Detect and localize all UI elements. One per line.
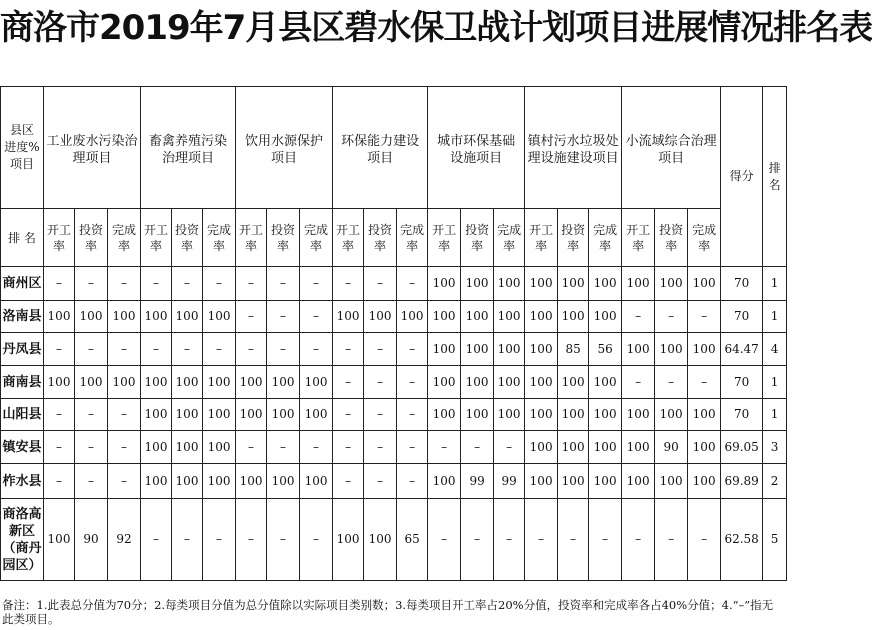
rate-value: 100 <box>461 399 494 431</box>
rate-value: 100 <box>203 431 236 464</box>
rate-value: 100 <box>172 431 203 464</box>
region-name: 丹凤县 <box>1 333 44 366</box>
rate-value: – <box>108 464 141 499</box>
rate-value: – <box>364 399 397 431</box>
rate-value: 100 <box>494 333 525 366</box>
rate-value: – <box>428 499 461 581</box>
rate-value: – <box>461 431 494 464</box>
rate-value: – <box>203 333 236 366</box>
rate-value: – <box>655 301 688 333</box>
rate-value: – <box>300 301 333 333</box>
rate-value: 100 <box>428 464 461 499</box>
rate-value: 100 <box>333 301 364 333</box>
rate-value: – <box>300 431 333 464</box>
rate-value: 100 <box>75 301 108 333</box>
rate-value: – <box>397 431 428 464</box>
footnote: 备注：1.此表总分值为70分；2.每类项目分值为总分值除以实际项目类别数；3.每类项目开工率占20%分值，投资率和完成率各占40%分值；4.“–”指无此类项目。 <box>2 598 774 626</box>
rate-value: – <box>75 399 108 431</box>
rank-value: 1 <box>763 267 787 301</box>
rate-value: – <box>655 499 688 581</box>
rate-subheader: 开工 率 <box>622 209 655 267</box>
rate-value: – <box>428 431 461 464</box>
rate-value: – <box>622 366 655 399</box>
score-value: 69.05 <box>721 431 763 464</box>
rate-value: 100 <box>589 301 622 333</box>
category-header: 镇村污水垃圾处 理设施建设项目 <box>525 87 622 209</box>
rate-value: – <box>236 333 267 366</box>
rate-value: 100 <box>622 333 655 366</box>
rate-value: 85 <box>558 333 589 366</box>
rate-value: 92 <box>108 499 141 581</box>
rate-value: 100 <box>397 301 428 333</box>
rate-subheader: 投资 率 <box>172 209 203 267</box>
rate-value: 100 <box>44 301 75 333</box>
rate-value: – <box>44 464 75 499</box>
rate-value: 100 <box>141 301 172 333</box>
rate-value: 100 <box>300 399 333 431</box>
rate-value: – <box>397 399 428 431</box>
rate-value: 100 <box>203 464 236 499</box>
score-value: 64.47 <box>721 333 763 366</box>
rank-value: 1 <box>763 301 787 333</box>
rate-value: – <box>108 333 141 366</box>
table-row <box>1 499 787 581</box>
rate-value: – <box>267 333 300 366</box>
rate-value: 100 <box>688 464 721 499</box>
rate-value: – <box>688 366 721 399</box>
rate-value: 100 <box>461 267 494 301</box>
rate-value: – <box>589 499 622 581</box>
rate-value: 100 <box>655 399 688 431</box>
rate-subheader: 投资 率 <box>75 209 108 267</box>
rate-value: – <box>108 399 141 431</box>
region-name: 洛南县 <box>1 301 44 333</box>
score-value: 70 <box>721 399 763 431</box>
rate-value: 100 <box>525 267 558 301</box>
region-name: 商洛高 新区 （商丹 园区） <box>1 499 44 581</box>
table-row <box>1 399 787 431</box>
rate-subheader: 投资 率 <box>267 209 300 267</box>
category-header: 畜禽养殖污染 治理项目 <box>141 87 236 209</box>
rate-value: – <box>364 431 397 464</box>
rank-value: 4 <box>763 333 787 366</box>
rate-subheader: 完成 率 <box>494 209 525 267</box>
rank-header: 排 名 <box>763 87 787 267</box>
rate-value: 100 <box>622 399 655 431</box>
rate-value: – <box>300 267 333 301</box>
rate-value: – <box>203 499 236 581</box>
rate-value: 90 <box>75 499 108 581</box>
rate-value: 100 <box>300 464 333 499</box>
rate-value: 100 <box>525 366 558 399</box>
rate-value: 100 <box>172 464 203 499</box>
rate-value: 100 <box>558 267 589 301</box>
rate-value: 100 <box>236 464 267 499</box>
rate-value: – <box>364 366 397 399</box>
rate-value: 100 <box>108 366 141 399</box>
rate-value: – <box>397 464 428 499</box>
rate-value: – <box>300 333 333 366</box>
rate-value: 100 <box>428 267 461 301</box>
rate-value: – <box>75 267 108 301</box>
rate-value: 100 <box>494 399 525 431</box>
rate-value: 100 <box>428 333 461 366</box>
rate-subheader: 完成 率 <box>300 209 333 267</box>
score-header: 得分 <box>721 87 763 267</box>
corner-header-bottom: 排 名 <box>1 209 44 267</box>
rate-value: 100 <box>364 499 397 581</box>
rate-value: 90 <box>655 431 688 464</box>
rate-value: – <box>397 267 428 301</box>
rate-value: 100 <box>333 499 364 581</box>
category-header: 小流域综合治理 项目 <box>622 87 721 209</box>
rate-value: 100 <box>236 366 267 399</box>
rate-value: 100 <box>494 366 525 399</box>
rate-value: 100 <box>688 267 721 301</box>
rank-value: 1 <box>763 399 787 431</box>
rate-value: 100 <box>655 267 688 301</box>
rate-value: 100 <box>364 301 397 333</box>
region-name: 镇安县 <box>1 431 44 464</box>
rate-value: 100 <box>494 301 525 333</box>
rate-value: 100 <box>688 399 721 431</box>
region-name: 山阳县 <box>1 399 44 431</box>
rate-value: – <box>494 431 525 464</box>
rate-value: 100 <box>300 366 333 399</box>
rate-value: – <box>688 301 721 333</box>
rate-subheader: 完成 率 <box>397 209 428 267</box>
rate-value: 100 <box>525 399 558 431</box>
ranking-table <box>0 86 787 581</box>
rate-value: – <box>108 431 141 464</box>
rate-value: 100 <box>655 464 688 499</box>
rate-value: 100 <box>589 399 622 431</box>
rate-value: 100 <box>525 333 558 366</box>
rate-value: – <box>267 267 300 301</box>
rate-value: – <box>364 267 397 301</box>
rate-value: 100 <box>267 399 300 431</box>
rate-value: – <box>558 499 589 581</box>
table-row <box>1 366 787 399</box>
rate-value: – <box>333 431 364 464</box>
rate-value: 100 <box>494 267 525 301</box>
rate-value: 100 <box>589 366 622 399</box>
rate-value: – <box>172 267 203 301</box>
rate-value: – <box>333 464 364 499</box>
rate-value: – <box>44 333 75 366</box>
rate-subheader: 开工 率 <box>141 209 172 267</box>
rate-value: 100 <box>589 464 622 499</box>
rate-value: – <box>141 333 172 366</box>
rate-value: 100 <box>44 499 75 581</box>
rate-value: 99 <box>494 464 525 499</box>
rate-value: 100 <box>589 431 622 464</box>
rate-value: 99 <box>461 464 494 499</box>
rate-value: – <box>688 499 721 581</box>
rate-value: – <box>172 333 203 366</box>
rate-value: 100 <box>461 333 494 366</box>
rate-value: 100 <box>655 333 688 366</box>
rate-value: 100 <box>428 399 461 431</box>
rate-value: 100 <box>622 267 655 301</box>
rate-subheader: 投资 率 <box>461 209 494 267</box>
rank-value: 5 <box>763 499 787 581</box>
rate-subheader: 完成 率 <box>688 209 721 267</box>
rate-subheader: 完成 率 <box>589 209 622 267</box>
rate-value: – <box>44 399 75 431</box>
rate-value: – <box>333 267 364 301</box>
rate-value: – <box>108 267 141 301</box>
rate-value: 100 <box>236 399 267 431</box>
rate-subheader: 开工 率 <box>428 209 461 267</box>
rate-value: – <box>267 431 300 464</box>
rate-value: – <box>141 499 172 581</box>
rate-value: 100 <box>622 464 655 499</box>
rate-value: – <box>364 464 397 499</box>
rate-value: – <box>172 499 203 581</box>
rate-value: – <box>461 499 494 581</box>
rate-value: – <box>75 333 108 366</box>
category-header: 饮用水源保护 项目 <box>236 87 333 209</box>
rate-value: – <box>75 464 108 499</box>
rate-value: – <box>525 499 558 581</box>
table-row <box>1 464 787 499</box>
rate-value: 100 <box>558 301 589 333</box>
rate-value: – <box>236 431 267 464</box>
rate-value: 100 <box>622 431 655 464</box>
score-value: 69.89 <box>721 464 763 499</box>
rate-value: 100 <box>267 464 300 499</box>
rate-value: 65 <box>397 499 428 581</box>
table-row <box>1 431 787 464</box>
rate-value: 100 <box>141 464 172 499</box>
category-header: 工业废水污染治 理项目 <box>44 87 141 209</box>
rate-value: 100 <box>203 399 236 431</box>
score-value: 70 <box>721 267 763 301</box>
rate-value: – <box>300 499 333 581</box>
rate-value: 100 <box>558 431 589 464</box>
rate-value: 100 <box>203 301 236 333</box>
rank-value: 1 <box>763 366 787 399</box>
rate-subheader: 投资 率 <box>558 209 589 267</box>
rate-value: – <box>333 399 364 431</box>
rank-value: 2 <box>763 464 787 499</box>
rate-value: – <box>267 301 300 333</box>
rate-value: 100 <box>428 366 461 399</box>
score-value: 70 <box>721 366 763 399</box>
rate-value: 100 <box>44 366 75 399</box>
rate-value: – <box>236 499 267 581</box>
rate-value: – <box>655 366 688 399</box>
rate-subheader: 完成 率 <box>203 209 236 267</box>
category-header: 环保能力建设 项目 <box>333 87 428 209</box>
rate-value: – <box>44 431 75 464</box>
rate-value: 100 <box>172 399 203 431</box>
rate-value: 100 <box>525 301 558 333</box>
rate-subheader: 开工 率 <box>525 209 558 267</box>
rate-value: – <box>75 431 108 464</box>
region-name: 商州区 <box>1 267 44 301</box>
rate-value: – <box>267 499 300 581</box>
rate-value: – <box>141 267 172 301</box>
rate-subheader: 完成 率 <box>108 209 141 267</box>
rate-value: 100 <box>688 431 721 464</box>
rate-value: 100 <box>461 301 494 333</box>
rate-subheader: 开工 率 <box>236 209 267 267</box>
rate-value: – <box>333 333 364 366</box>
rate-value: – <box>494 499 525 581</box>
rate-value: 100 <box>428 301 461 333</box>
rate-value: 100 <box>203 366 236 399</box>
rate-value: 100 <box>267 366 300 399</box>
rate-value: 100 <box>558 464 589 499</box>
rate-value: 100 <box>558 399 589 431</box>
page-title: 商洛市2019年7月县区碧水保卫战计划项目进展情况排名表 <box>0 8 872 48</box>
rate-value: 100 <box>525 464 558 499</box>
rate-value: 56 <box>589 333 622 366</box>
score-value: 62.58 <box>721 499 763 581</box>
rate-value: 100 <box>172 301 203 333</box>
rate-value: – <box>44 267 75 301</box>
corner-header-top: 县区 进度% 项目 <box>1 87 44 209</box>
rate-value: 100 <box>525 431 558 464</box>
rate-value: 100 <box>141 366 172 399</box>
rate-subheader: 投资 率 <box>655 209 688 267</box>
rate-value: – <box>397 333 428 366</box>
rate-value: – <box>397 366 428 399</box>
rate-value: 100 <box>558 366 589 399</box>
rate-value: 100 <box>141 399 172 431</box>
table-row <box>1 301 787 333</box>
rate-value: 100 <box>172 366 203 399</box>
rate-value: – <box>622 301 655 333</box>
score-value: 70 <box>721 301 763 333</box>
rate-subheader: 投资 率 <box>364 209 397 267</box>
rate-value: – <box>203 267 236 301</box>
category-header: 城市环保基础 设施项目 <box>428 87 525 209</box>
rate-subheader: 开工 率 <box>333 209 364 267</box>
region-name: 商南县 <box>1 366 44 399</box>
rate-value: 100 <box>108 301 141 333</box>
region-name: 柞水县 <box>1 464 44 499</box>
rate-value: 100 <box>141 431 172 464</box>
rate-subheader: 开工 率 <box>44 209 75 267</box>
rate-value: – <box>236 267 267 301</box>
rank-value: 3 <box>763 431 787 464</box>
table-row <box>1 333 787 366</box>
rate-value: – <box>622 499 655 581</box>
rate-value: – <box>364 333 397 366</box>
rate-value: 100 <box>589 267 622 301</box>
rate-value: 100 <box>688 333 721 366</box>
table-row <box>1 267 787 301</box>
rate-value: – <box>333 366 364 399</box>
rate-value: 100 <box>461 366 494 399</box>
rate-value: 100 <box>75 366 108 399</box>
rate-value: – <box>236 301 267 333</box>
